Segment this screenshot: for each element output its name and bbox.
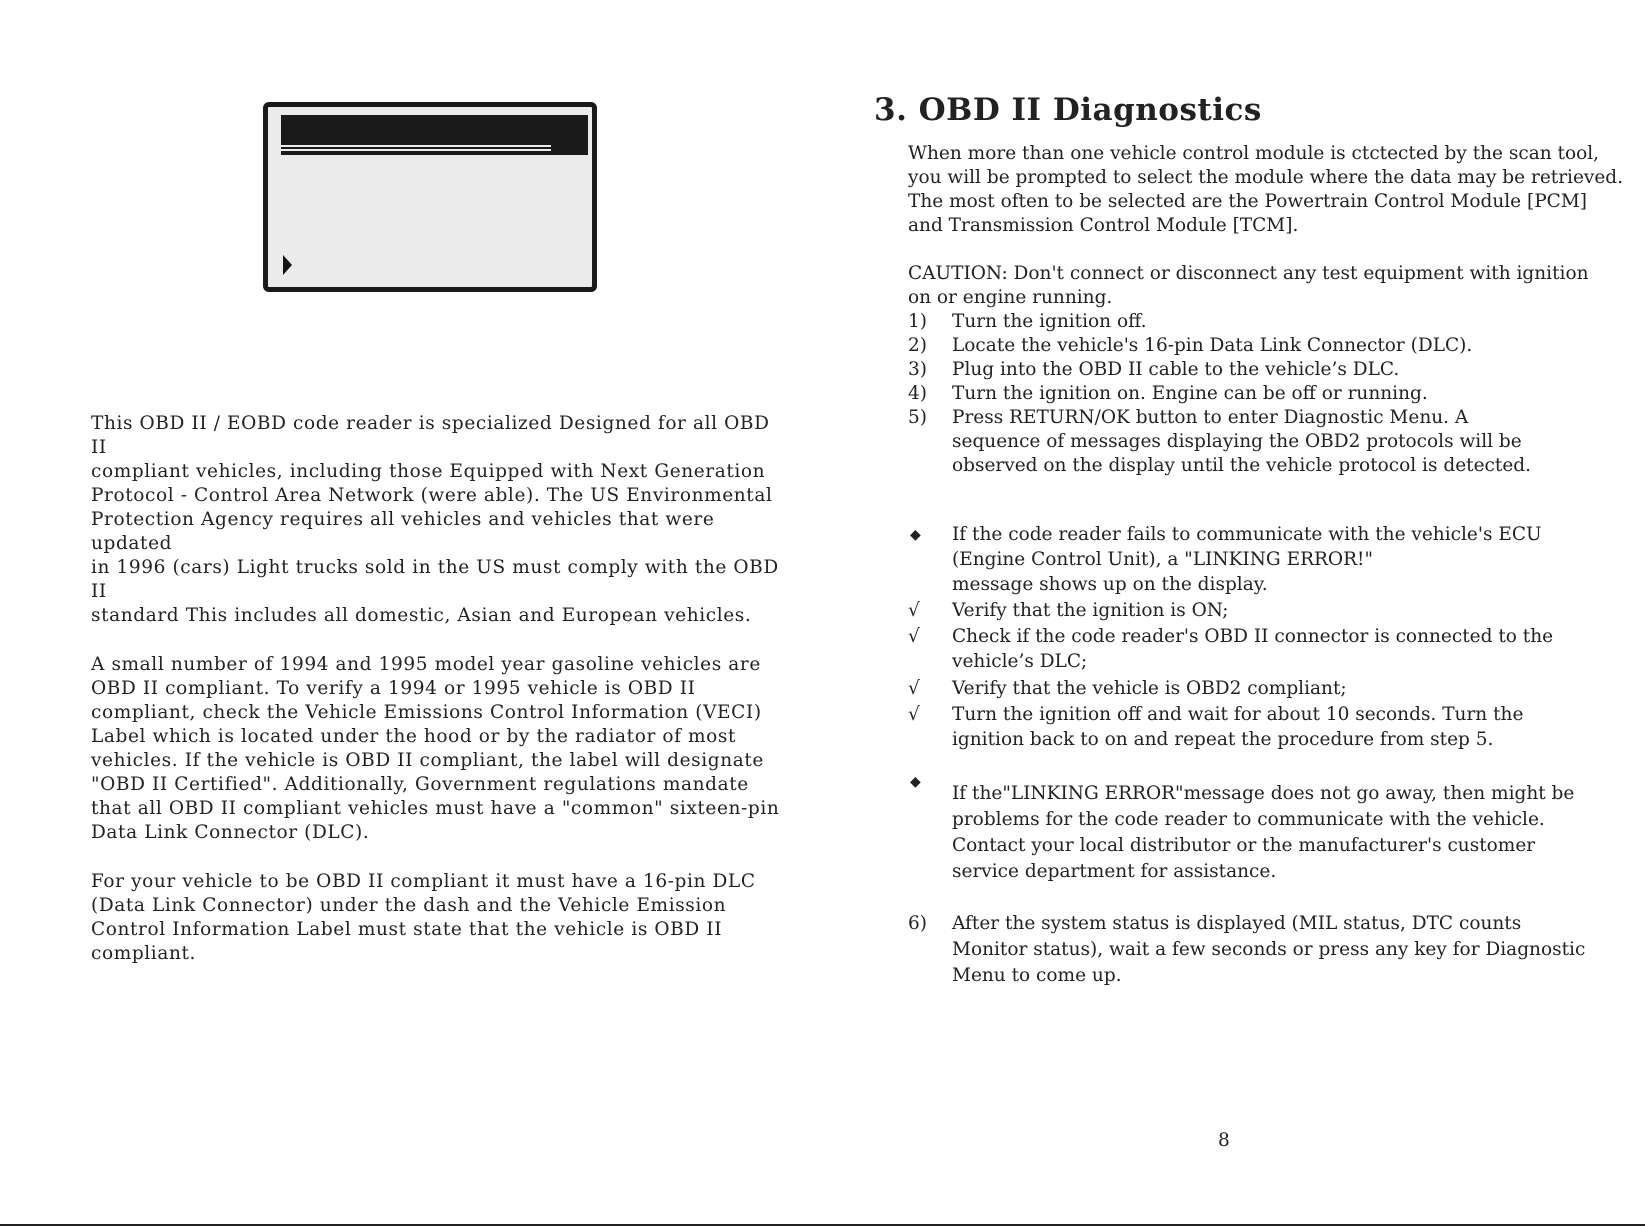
screen-title-underline — [281, 149, 551, 151]
diamond-bullet-icon: ◆ — [910, 527, 921, 543]
check-mark-icon: √ — [908, 704, 920, 725]
note-line: Contact your local distributor or the manufacturer's customer — [952, 835, 1536, 856]
step-text: sequence of messages displaying the OBD2 protocols will be — [952, 431, 1522, 452]
dlc-paragraph: For your vehicle to be OBD II compliant it must have a 16-pin DLC (Data Link Connector) under the dash and the Vehicle Emission Control Information Label must state that the vehicle is OBD II compliant. — [91, 871, 756, 964]
step-text: Menu to come up. — [952, 965, 1122, 986]
check-text: Verify that the vehicle is OBD2 compliant; — [952, 678, 1347, 699]
step-number: 5) — [908, 407, 927, 428]
note-line: If the code reader fails to communicate with the vehicle's ECU — [952, 524, 1542, 545]
intro-line: When more than one vehicle control module is ctctected by the scan tool, — [908, 143, 1600, 164]
step-text: Turn the ignition off. — [952, 311, 1147, 332]
step-number: 3) — [908, 359, 927, 380]
note-line: problems for the code reader to communicate with the vehicle. — [952, 809, 1545, 830]
screen-title-underline — [281, 145, 551, 147]
step-text: Plug into the OBD II cable to the vehicle’s DLC. — [952, 359, 1400, 380]
check-text: Check if the code reader's OBD II connector is connected to the — [952, 626, 1554, 647]
caution-line: CAUTION: Don't connect or disconnect any test equipment with ignition — [908, 263, 1589, 284]
note-line: message shows up on the display. — [952, 574, 1268, 595]
step-text: Turn the ignition on. Engine can be off or running. — [952, 383, 1428, 404]
device-screen-illustration — [263, 102, 597, 292]
check-text: Turn the ignition off and wait for about 10 seconds. Turn the — [952, 704, 1524, 725]
step-text: observed on the display until the vehicle protocol is detected. — [952, 455, 1531, 476]
check-text: vehicle’s DLC; — [952, 651, 1088, 672]
compliance-paragraph: A small number of 1994 and 1995 model year gasoline vehicles are OBD II compliant. To verify a 1994 or 1995 vehicle is OBD II compliant, check the Vehicle Emissions Control Information (VECI) Label which is located under the hood or by the radiator of most vehicles. If the vehicle is OBD II compliant, the label will designate "OBD II Certified". Additionally, Government regulations mandate that all OBD II compliant vehicles must have a "common" sixteen-pin Data Link Connector (DLC). — [91, 654, 780, 843]
check-mark-icon: √ — [908, 600, 920, 621]
check-mark-icon: √ — [908, 626, 920, 647]
step-text: Monitor status), wait a few seconds or press any key for Diagnostic — [952, 939, 1586, 960]
step-number: 2) — [908, 335, 927, 356]
check-text: Verify that the ignition is ON; — [952, 600, 1229, 621]
intro-line: The most often to be selected are the Powertrain Control Module [PCM] — [908, 191, 1587, 212]
step-number: 6) — [908, 913, 927, 934]
intro-line: and Transmission Control Module [TCM]. — [908, 215, 1299, 236]
lcd-cursor-icon — [283, 255, 292, 275]
section-heading: 3. OBD II Diagnostics — [874, 92, 1262, 128]
step-number: 4) — [908, 383, 927, 404]
note-line: (Engine Control Unit), a "LINKING ERROR!" — [952, 549, 1373, 570]
step-text: After the system status is displayed (MIL status, DTC counts — [952, 913, 1522, 934]
step-text: Locate the vehicle's 16-pin Data Link Connector (DLC). — [952, 335, 1473, 356]
intro-paragraph: This OBD II / EOBD code reader is specialized Designed for all OBD II compliant vehicles, including those Equipped with Next Generation Protocol - Control Area Network (were able). The US Environmental Protection Agency requires all vehicles and vehicles that were updated in 1996 (cars) Light trucks sold in the US must comply with the OBD II standard This includes all domestic, Asian and European vehicles. — [91, 413, 779, 626]
step-text: Press RETURN/OK button to enter Diagnostic Menu. A — [952, 407, 1469, 428]
step-number: 1) — [908, 311, 927, 332]
check-text: ignition back to on and repeat the procedure from step 5. — [952, 729, 1494, 750]
caution-line: on or engine running. — [908, 287, 1113, 308]
note-line: If the"LINKING ERROR"message does not go away, then might be — [952, 783, 1575, 804]
intro-line: you will be prompted to select the module where the data may be retrieved. — [908, 167, 1624, 188]
note-line: service department for assistance. — [952, 861, 1277, 882]
diamond-bullet-icon: ◆ — [910, 774, 921, 790]
check-mark-icon: √ — [908, 678, 920, 699]
left-column — [91, 412, 791, 991]
page-number: 8 — [1218, 1130, 1230, 1151]
